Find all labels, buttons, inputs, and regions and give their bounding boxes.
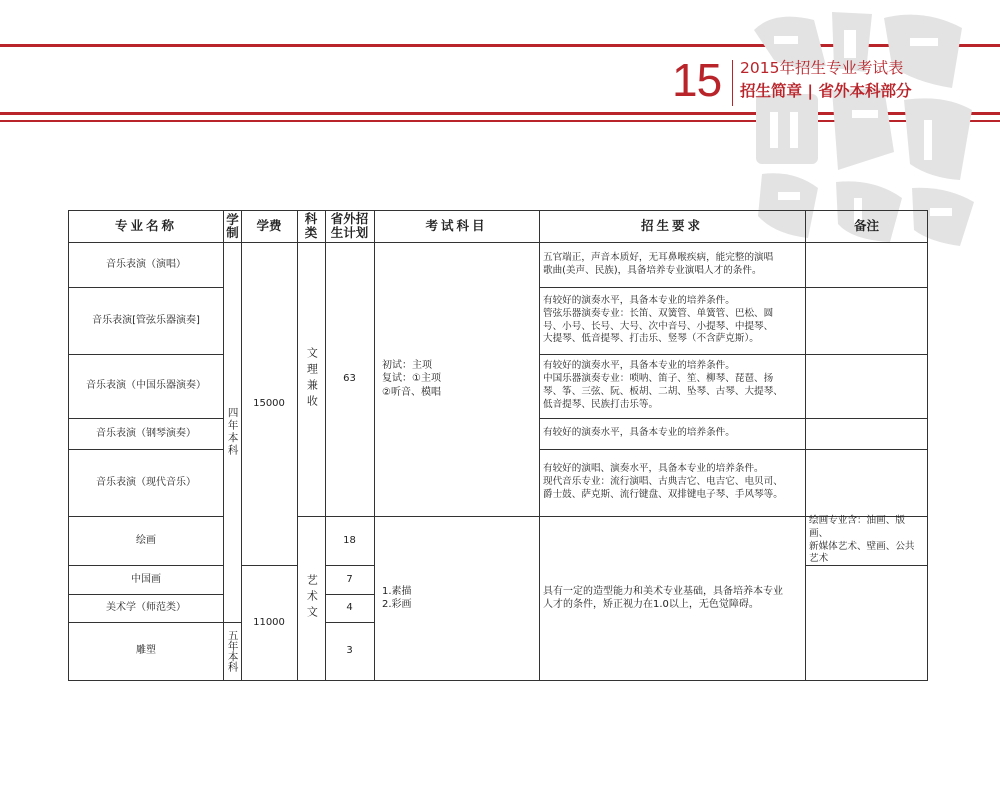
header-duration: 学制 bbox=[226, 211, 239, 240]
header-fee: 学费 bbox=[256, 217, 282, 233]
quota-music: 63 bbox=[343, 373, 356, 385]
note-painting: 绘画专业含：油画、版画、 新媒体艺术、壁画、公共 艺术 bbox=[809, 514, 915, 565]
admission-table bbox=[68, 210, 928, 681]
table-border bbox=[68, 680, 928, 681]
major-name: 音乐表演[管弦乐器演奏] bbox=[92, 314, 200, 326]
header-divider bbox=[732, 60, 733, 106]
fee-art: 11000 bbox=[253, 616, 285, 628]
major-name: 音乐表演（现代音乐） bbox=[96, 476, 196, 488]
major-name: 美术学（师范类） bbox=[106, 602, 186, 614]
page-number: 15 bbox=[672, 54, 722, 106]
duration-five-year: 五年本科 bbox=[226, 630, 239, 672]
requirement-orchestral: 有较好的演奏水平，具备本专业的培养条件。 管弦乐器演奏专业：长笛、双簧管、单簧管、巴松、圆 号、小号、长号、大号、次中音号、小提琴、中提琴、 大提琴、低音提琴、打击乐、竖琴（不含萨克斯）。 bbox=[543, 294, 774, 345]
header-exam: 考试科目 bbox=[425, 217, 488, 233]
exam-music: 初试：主项 复试：①主项 ②听音、模唱 bbox=[382, 359, 441, 398]
requirement-vocal: 五官端正，声音本质好，无耳鼻喉疾病，能完整的演唱 歌曲(美声、民族)，具备培养专业演唱人才的条件。 bbox=[543, 251, 774, 276]
major-name: 音乐表演（钢琴演奏） bbox=[96, 427, 196, 439]
requirement-art: 具有一定的造型能力和美术专业基础，具备培养本专业 人才的条件，矫正视力在1.0以上，无色觉障碍。 bbox=[543, 585, 783, 610]
major-name: 雕塑 bbox=[136, 645, 156, 657]
header-category: 科类 bbox=[304, 211, 318, 240]
major-name: 中国画 bbox=[131, 573, 161, 585]
major-name: 音乐表演（中国乐器演奏） bbox=[86, 380, 206, 392]
page-subtitle: 招生简章 | 省外本科部分 bbox=[740, 82, 912, 100]
major-name: 音乐表演（演唱） bbox=[106, 258, 186, 270]
requirement-modern-music: 有较好的演唱、演奏水平，具备本专业的培养条件。 现代音乐专业：流行演唱、古典吉它、电吉它、电贝司、 爵士鼓、萨克斯、流行键盘、双排键电子琴、手风琴等。 bbox=[543, 463, 783, 500]
duration-four-year: 四年本科 bbox=[226, 407, 239, 457]
requirement-chinese-instruments: 有较好的演奏水平，具备本专业的培养条件。 中国乐器演奏专业：唢呐、笛子、笙、柳琴、琵琶、扬 琴、筝、三弦、阮、板胡、二胡、坠琴、古琴、大提琴、 低音提琴、民族打击乐等。 bbox=[543, 360, 783, 410]
quota-painting: 18 bbox=[343, 534, 356, 546]
header-notes: 备注 bbox=[853, 217, 879, 233]
grid-line bbox=[805, 210, 806, 681]
quota-sculpture: 3 bbox=[346, 645, 353, 657]
quota-art-education: 4 bbox=[346, 602, 353, 614]
table-border bbox=[927, 210, 928, 681]
header-major: 专业名称 bbox=[114, 217, 177, 233]
category-art: 艺术文 bbox=[305, 574, 319, 622]
major-name: 绘画 bbox=[136, 534, 156, 546]
fee-music: 15000 bbox=[253, 397, 285, 409]
header-quota: 省外招生计划 bbox=[330, 210, 369, 240]
quota-chinese-painting: 7 bbox=[346, 573, 353, 585]
category-music: 文理兼收 bbox=[305, 347, 319, 411]
requirement-piano: 有较好的演奏水平，具备本专业的培养条件。 bbox=[543, 427, 735, 439]
header-requirements: 招生要求 bbox=[640, 217, 703, 233]
page-title: 2015年招生专业考试表 bbox=[740, 59, 904, 77]
exam-art: 1.素描 2.彩画 bbox=[382, 585, 412, 610]
